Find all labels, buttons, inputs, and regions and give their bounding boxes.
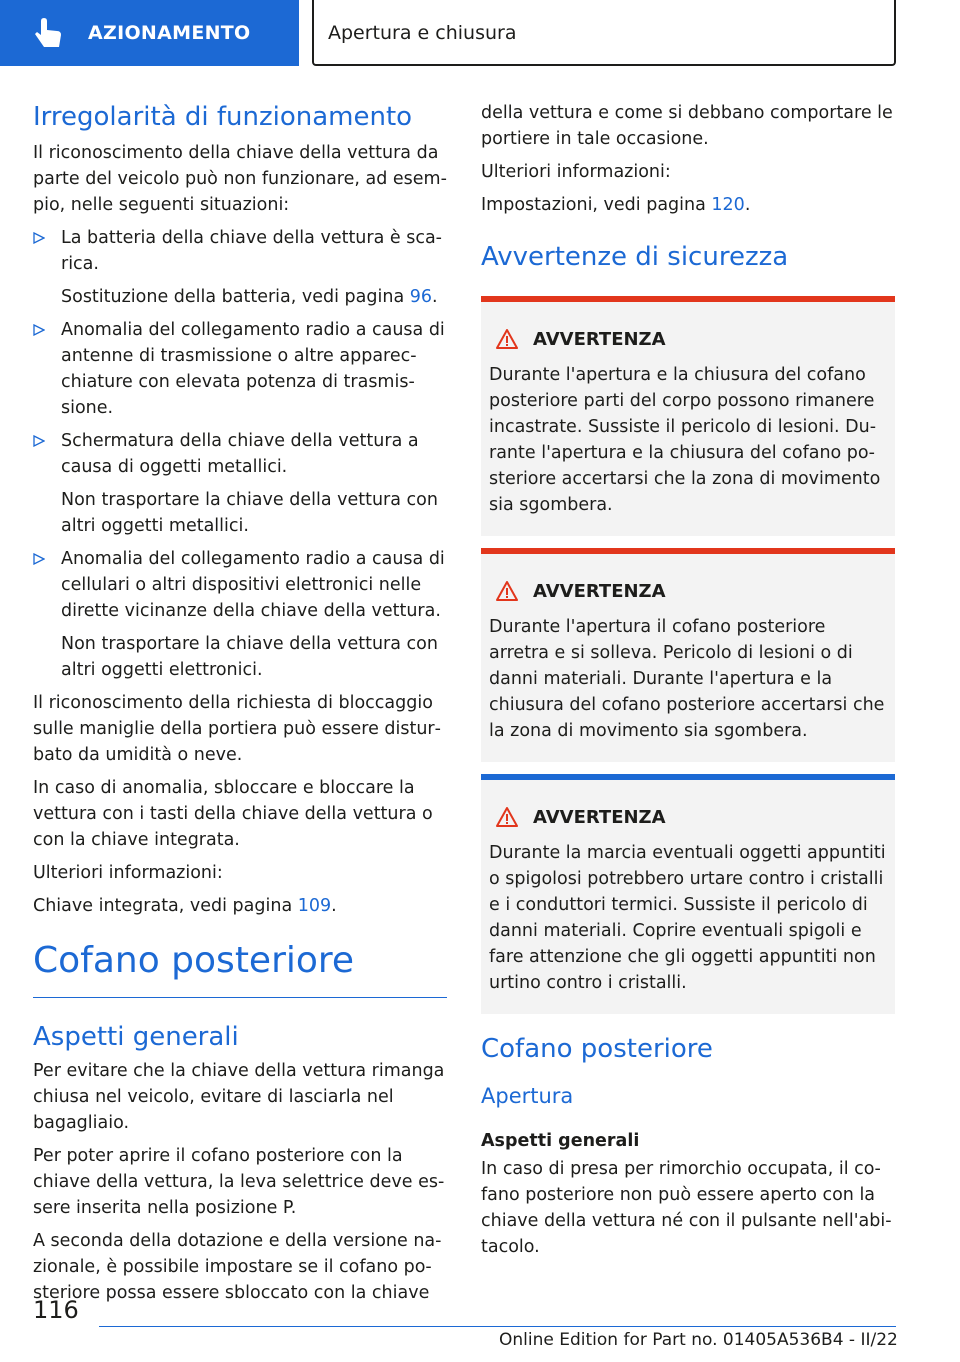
- warning-triangle-icon: [495, 580, 519, 602]
- paragraph: Il riconoscimento della chiave della vettura da parte del veicolo può non funzionare, ad esempio, nelle seguenti situazioni:: [33, 143, 447, 215]
- warning-triangle-icon: [495, 328, 519, 350]
- paragraph: Per evitare che la chiave della vettura rimanga chiusa nel veicolo, evitare di lasciarla nel bagagliaio.: [33, 1061, 445, 1133]
- heading-cofano-posteriore: Cofano posteriore: [481, 1034, 713, 1064]
- paragraph: Chiave integrata, vedi pagina 109.: [33, 896, 337, 916]
- list-item-subtext: Non trasportare la chiave della vettura con altri oggetti elettronici.: [61, 634, 438, 680]
- warning-box: [481, 548, 895, 762]
- footer-rule: [99, 1326, 896, 1327]
- warning-box: [481, 774, 895, 1014]
- warning-bar: [481, 548, 895, 554]
- list-item: [33, 546, 447, 683]
- warning-triangle-icon: [495, 806, 519, 828]
- list-item-subtext: Non trasportare la chiave della vettura con altri oggetti metallici.: [61, 490, 438, 536]
- warning-bar: [481, 774, 895, 780]
- paragraph: Ulteriori informazioni:: [481, 162, 671, 182]
- paragraph: A seconda della dotazione e della versione nazionale, è possibile impostare se il cofano posteriore possa essere sbloccato con la chiave: [33, 1231, 442, 1303]
- heading-apertura: Apertura: [481, 1084, 574, 1108]
- warning-title: AVVERTENZA: [533, 328, 666, 350]
- footer-edition: Online Edition for Part no. 01405A536B4 - II/22: [499, 1330, 898, 1350]
- heading-irregolarita: Irregolarità di funzionamento: [33, 102, 413, 132]
- list-item-text: Anomalia del collegamento radio a causa di cellulari o altri dispositivi elettronici nelle dirette vicinanze della chiave della vettura.: [61, 549, 445, 621]
- header-chapter-box: [312, 0, 896, 66]
- heading-aspetti-generali: Aspetti generali: [33, 1022, 239, 1052]
- triangle-bullet-icon: [33, 324, 45, 336]
- warning-box: [481, 296, 895, 536]
- list-item-subtext: Sostituzione della batteria, vedi pagina 96.: [61, 287, 438, 307]
- heading-avvertenze: Avvertenze di sicurezza: [481, 242, 789, 272]
- page-number: 116: [33, 1296, 79, 1324]
- right-column: [481, 100, 895, 1267]
- warning-text: Durante l'apertura e la chiusura del cofano posteriore parti del corpo possono rimanere incastrate. Sussiste il pericolo di lesioni. Durante l'apertura e la chiusura del cofano posteriore accertarsi che la zona di movimento sia sgombera.: [489, 365, 881, 515]
- bullet-list: [33, 225, 447, 683]
- paragraph: In caso di presa per rimorchio occupata, il cofano posteriore non può essere aperto con la chiave della vettura né con il pulsante nell'abitacolo.: [481, 1159, 892, 1257]
- list-item: [33, 225, 447, 310]
- triangle-bullet-icon: [33, 553, 45, 565]
- paragraph: Impostazioni, vedi pagina 120.: [481, 195, 751, 215]
- list-item: [33, 317, 447, 421]
- triangle-bullet-icon: [33, 232, 45, 244]
- list-item-text: Schermatura della chiave della vettura a causa di oggetti metallici.: [61, 431, 419, 477]
- warning-text: Durante la marcia eventuali oggetti appuntiti o spigolosi potrebbero urtare contro i cristalli e i conduttori termici. Sussiste il pericolo di danni materiali. Coprire eventuali spigoli e fare attenzione che gli oggetti appuntiti non urtino contro i cristalli.: [489, 843, 886, 993]
- list-item: [33, 428, 447, 539]
- chapter-title: Apertura e chiusura: [328, 22, 517, 44]
- left-column: [33, 100, 447, 1313]
- list-item-text: Anomalia del collegamento radio a causa di antenne di trasmissione o altre apparecchiature con elevata potenza di trasmissione.: [61, 320, 445, 418]
- page-link-96[interactable]: 96: [409, 287, 433, 307]
- page-link-109[interactable]: 109: [297, 896, 332, 916]
- heading-cofano-posteriore: Cofano posteriore: [33, 940, 355, 981]
- paragraph: In caso di anomalia, sbloccare e bloccare la vettura con i tasti della chiave della vettura o con la chiave integrata.: [33, 778, 433, 850]
- page-link-120[interactable]: 120: [711, 195, 745, 215]
- hand-pointer-icon: [33, 17, 67, 51]
- triangle-bullet-icon: [33, 435, 45, 447]
- paragraph: della vettura e come si debbano comportare le portiere in tale occasione.: [481, 103, 893, 149]
- header-section-tab: [0, 0, 299, 66]
- warning-title: AVVERTENZA: [533, 580, 666, 602]
- heading-aspetti-generali: Aspetti generali: [481, 1131, 640, 1151]
- warning-text: Durante l'apertura il cofano posteriore arretra e si solleva. Pericolo di lesioni o di danni materiali. Durante l'apertura e la chiusura del cofano posteriore accertarsi che la zona di movimento sia sgombera.: [489, 617, 885, 741]
- section-name: AZIONAMENTO: [88, 22, 251, 44]
- paragraph: Ulteriori informazioni:: [33, 863, 223, 883]
- paragraph: Il riconoscimento della richiesta di bloccaggio sulle maniglie della portiera può essere disturbato da umidità o neve.: [33, 693, 441, 765]
- heading-rule: [33, 997, 447, 998]
- warning-title: AVVERTENZA: [533, 806, 666, 828]
- list-item-text: La batteria della chiave della vettura è scarica.: [61, 228, 442, 274]
- paragraph: Per poter aprire il cofano posteriore con la chiave della vettura, la leva selettrice deve essere inserita nella posizione P.: [33, 1146, 445, 1218]
- warning-bar: [481, 296, 895, 302]
